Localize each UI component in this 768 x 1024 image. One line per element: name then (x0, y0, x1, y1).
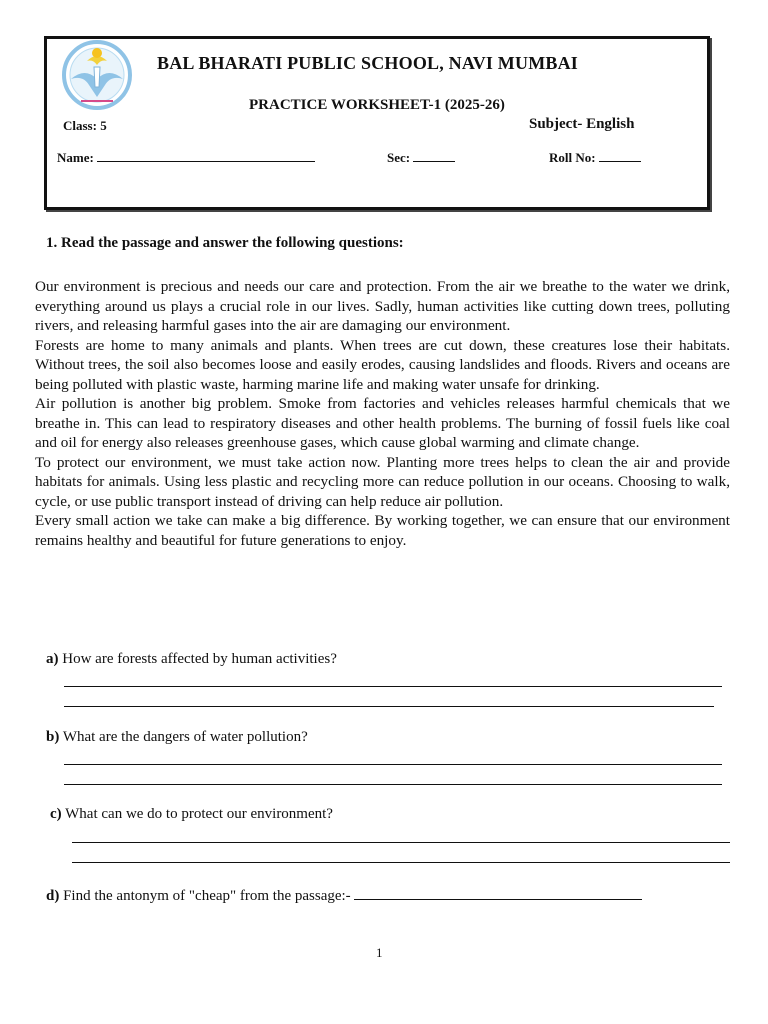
question-d (46, 885, 642, 905)
passage-paragraph: To protect our environment, we must take action now. Planting more trees helps to clean the air and provide habitats for animals. Using less plastic and recycling more can reduce pollution in our oceans. Choosing to walk, cycle, or use public transport instead of driving can help reduce air pollution. (35, 453, 730, 510)
answer-line-a2[interactable] (64, 706, 714, 707)
question-a-text: How are forests affected by human activities? (62, 651, 337, 667)
answer-line-c2[interactable] (72, 862, 730, 863)
passage-paragraph: Our environment is precious and needs our care and protection. From the air we breathe to the water we drink, everything around us plays a crucial role in our lives. Sadly, human activities like cutting down trees, polluting rivers, and releasing harmful gases into the air are damaging our environment. (35, 278, 730, 334)
school-logo-icon (57, 39, 137, 111)
sec-label: Sec: (387, 150, 411, 165)
passage-paragraph: Every small action we take can make a big difference. By working together, we can ensure that our environment remains healthy and beautiful for future generations to enjoy. (35, 512, 730, 549)
answer-line-a1[interactable] (64, 686, 722, 687)
question-a-label: a) (46, 651, 59, 667)
page-number: 1 (376, 945, 383, 960)
subject-label: Subject- English (529, 116, 635, 132)
sec-blank[interactable] (413, 149, 455, 162)
header-box (44, 36, 710, 210)
passage-paragraph: Forests are home to many animals and plants. When trees are cut down, these creatures lose their habitats. Without trees, the soil also becomes loose and easily erodes, causing landslides and floods. Rivers and oceans are being polluted with plastic waste, harming marine life and making water unsafe for drinking. (35, 336, 730, 393)
answer-line-b1[interactable] (64, 764, 722, 765)
question-c-label: c) (50, 806, 62, 822)
name-label: Name: (57, 150, 94, 165)
question-b-label: b) (46, 729, 60, 745)
question-b (46, 729, 308, 746)
question-a (46, 651, 337, 668)
answer-line-c1[interactable] (72, 842, 730, 843)
name-blank[interactable] (97, 149, 315, 162)
worksheet-title: PRACTICE WORKSHEET-1 (2025-26) (249, 97, 505, 113)
section-heading: 1. Read the passage and answer the following questions: (46, 235, 404, 251)
reading-passage (35, 277, 730, 550)
sec-field[interactable] (387, 149, 455, 166)
question-d-text: Find the antonym of "cheap" from the passage:- (63, 888, 351, 904)
name-field[interactable] (57, 149, 315, 166)
answer-line-b2[interactable] (64, 784, 722, 785)
school-name: BAL BHARATI PUBLIC SCHOOL, NAVI MUMBAI (157, 53, 578, 73)
passage-paragraph: Air pollution is another big problem. Smoke from factories and vehicles releases harmful chemicals that we breathe in. This can lead to respiratory diseases and other health problems. The burning of fossil fuels like coal and oil for energy also releases greenhouse gases, which cause global warming and climate change. (35, 395, 730, 451)
question-c-text: What can we do to protect our environment? (65, 806, 333, 822)
roll-field[interactable] (549, 149, 641, 166)
question-b-text: What are the dangers of water pollution? (62, 729, 308, 745)
class-label: Class: 5 (63, 118, 107, 133)
answer-blank-d[interactable] (354, 885, 642, 900)
roll-label: Roll No: (549, 150, 596, 165)
roll-blank[interactable] (599, 149, 641, 162)
question-d-label: d) (46, 888, 60, 904)
question-c (50, 806, 333, 823)
